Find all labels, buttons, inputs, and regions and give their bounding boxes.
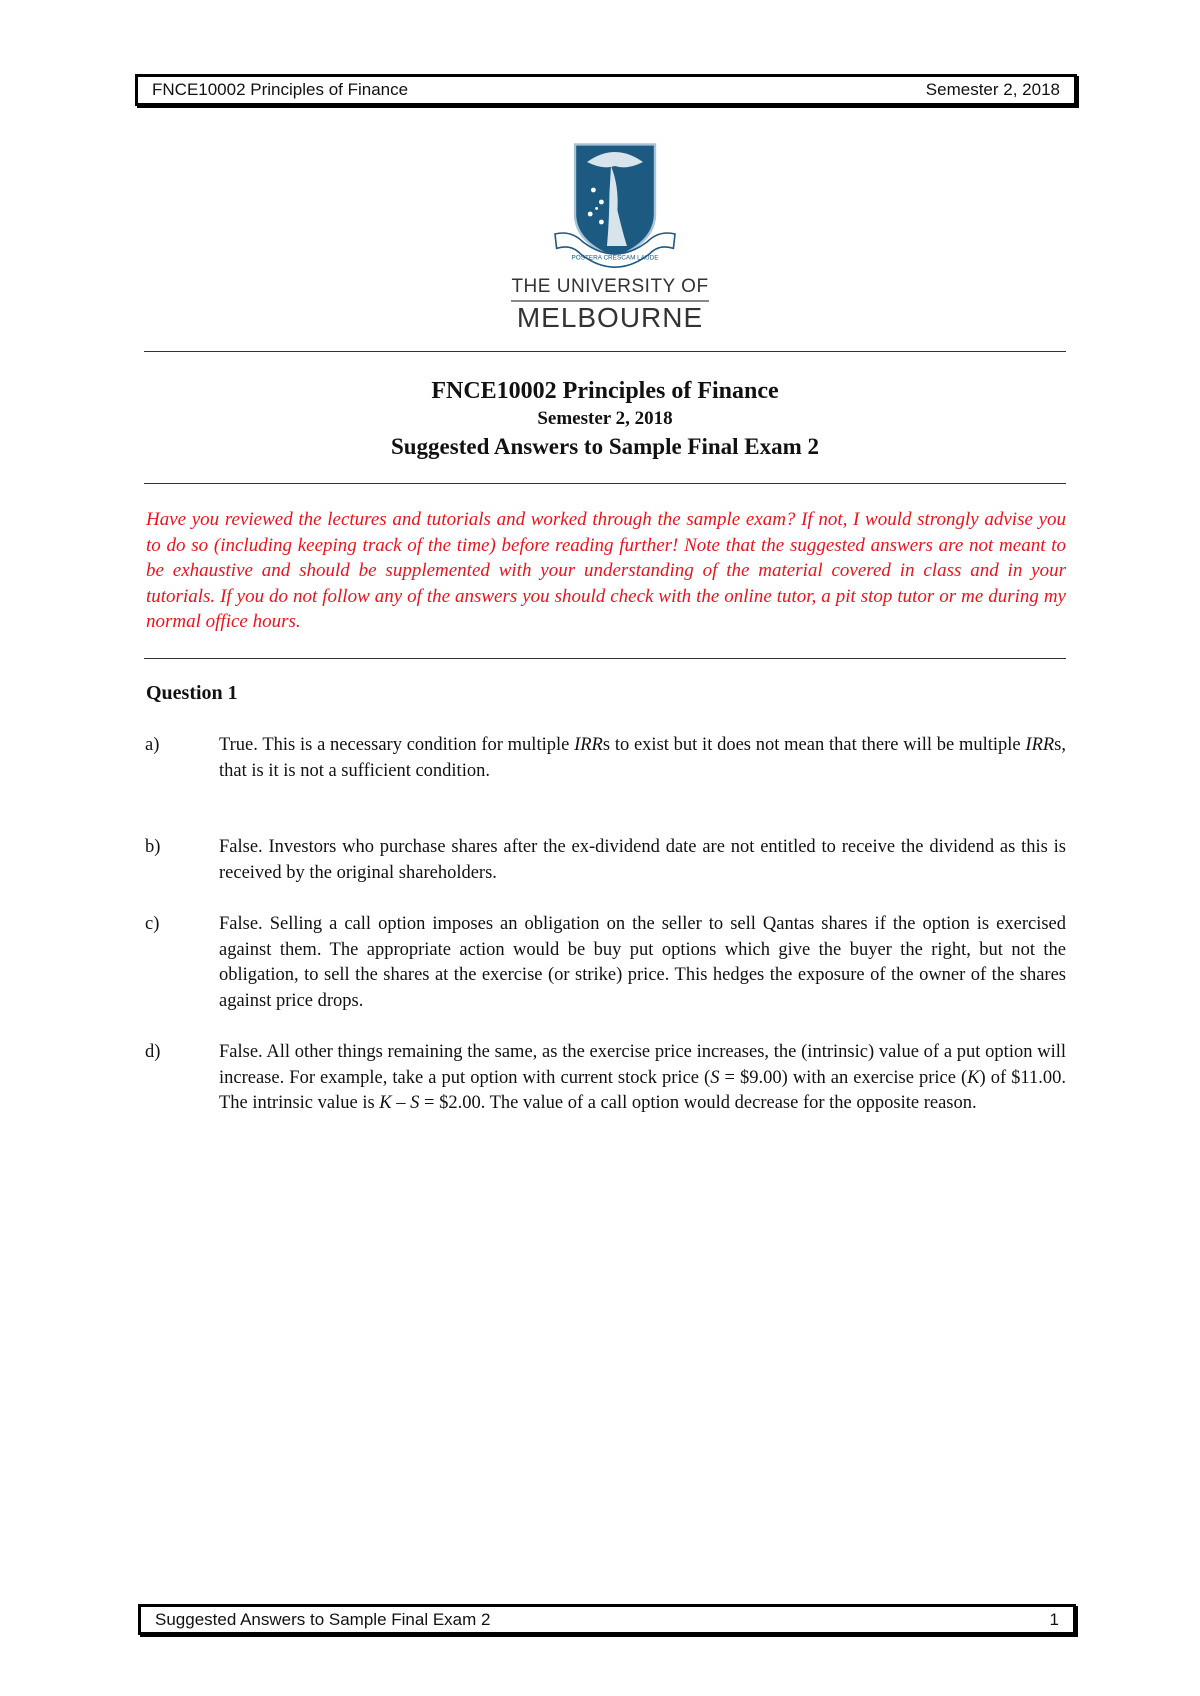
header-course: FNCE10002 Principles of Finance	[152, 80, 409, 99]
answer-label: b)	[145, 837, 161, 857]
answer-text	[219, 1040, 1066, 1117]
answer-item	[145, 1040, 1066, 1117]
logo-text-line2: MELBOURNE	[516, 302, 704, 333]
footer-title: Suggested Answers to Sample Final Exam 2	[155, 1609, 491, 1629]
text-segment: ) of $11.00. The intrinsic value is	[219, 1067, 1066, 1113]
page-number: 1	[1049, 1609, 1059, 1629]
divider	[144, 658, 1066, 659]
math-variable: S	[410, 1093, 420, 1113]
document-subtitle: Suggested Answers to Sample Final Exam 2	[390, 434, 820, 459]
answer-list	[145, 733, 1066, 1117]
answer-item	[145, 835, 1066, 886]
divider	[144, 351, 1066, 352]
document-semester: Semester 2, 2018	[537, 408, 673, 429]
text-segment: s, that is it is not a sufficient condition.	[219, 735, 1066, 781]
answer-label: c)	[145, 914, 160, 934]
answer-text	[219, 733, 1066, 784]
math-variable: K	[967, 1067, 980, 1088]
header-semester: Semester 2, 2018	[925, 80, 1060, 99]
page-footer	[138, 1604, 1076, 1635]
answer-item	[145, 912, 1066, 1014]
answer-text	[219, 835, 1066, 886]
university-crest-logo	[535, 138, 695, 270]
divider	[144, 483, 1066, 484]
logo-text-line1: THE UNIVERSITY OF	[511, 276, 709, 297]
answer-text	[219, 912, 1066, 1014]
text-segment: = $9.00) with an exercise price (	[719, 1067, 968, 1088]
text-segment: False. Investors who purchase shares after the ex-dividend date are not entitled to receive the dividend as this is received by the original shareholders.	[219, 837, 1066, 883]
text-segment: True. This is a necessary condition for multiple	[219, 735, 575, 755]
math-variable: S	[710, 1067, 720, 1088]
document-title: FNCE10002 Principles of Finance	[431, 378, 779, 404]
text-segment: = $2.00. The value of a call option would decrease for the opposite reason.	[419, 1093, 977, 1113]
text-segment: –	[391, 1093, 411, 1113]
question-heading: Question 1	[146, 682, 238, 704]
advisory-note: Have you reviewed the lectures and tutorials and worked through the sample exam? If not, I would strongly advise you to do so (including keeping track of the time) before reading further! Note that the suggested answers are not meant to be exhaustive and should be supplemented with your understanding of the material covered in class and in your tutorials. If you do not follow any of the answers you should check with the online tutor, a pit stop tutor or me during my normal office hours.	[146, 509, 1066, 633]
math-variable: K	[379, 1093, 392, 1113]
text-segment: False. Selling a call option imposes an obligation on the seller to sell Qantas shares if the option is exercised against them. The appropriate action would be buy put options which give the buyer the right, but not the obligation, to sell the shares at the exercise (or strike) price. This hedges the exposure of the owner of the shares against price drops.	[219, 914, 1066, 1011]
text-segment: s to exist but it does not mean that there will be multiple	[602, 735, 1026, 755]
text-segment: False. All other things remaining the same, as the exercise price increases, the (intrinsic) value of a put option will increase. For example, take a put option with current stock price (	[219, 1042, 1066, 1088]
answer-label: a)	[145, 735, 160, 755]
math-variable: IRR	[574, 735, 603, 755]
logo-motto: POSTERA CRESCAM LAUDE	[571, 254, 659, 262]
page-header	[135, 74, 1077, 106]
answer-label: d)	[145, 1042, 161, 1062]
math-variable: IRR	[1025, 735, 1055, 755]
answer-item	[145, 733, 1066, 784]
